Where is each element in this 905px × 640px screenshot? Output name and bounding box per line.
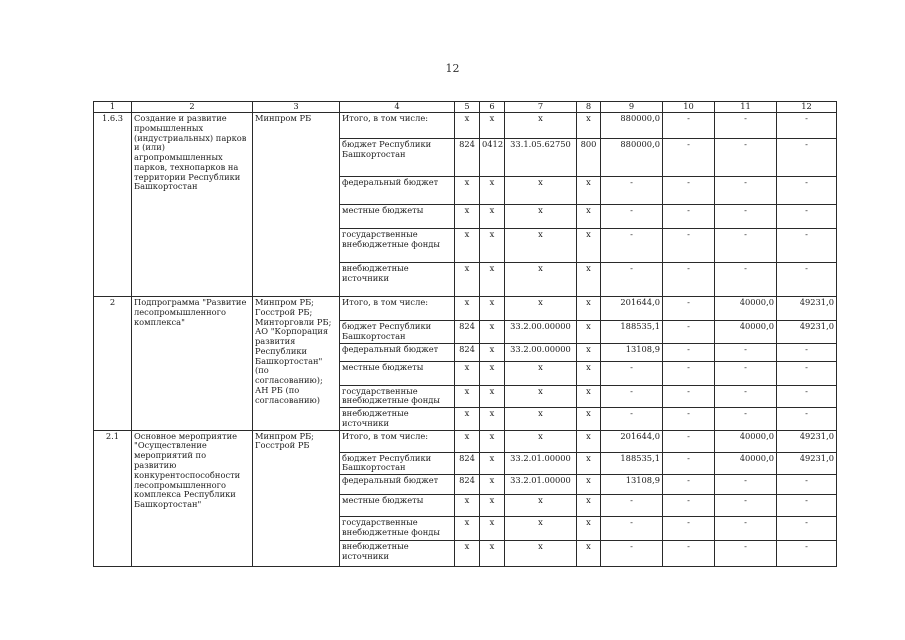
- code-expense-type-cell: x: [577, 113, 601, 139]
- column-number-header: 9: [601, 102, 663, 113]
- financing-source-cell: местные бюджеты: [340, 205, 455, 229]
- amount-2020-cell: -: [663, 229, 715, 263]
- amount-2021-cell: -: [715, 385, 777, 408]
- column-number-header: 5: [455, 102, 480, 113]
- code-expense-type-cell: x: [577, 361, 601, 385]
- column-number-header: 6: [480, 102, 505, 113]
- code-section-cell: x: [480, 430, 505, 452]
- financing-source-cell: государственные внебюджетные фонды: [340, 385, 455, 408]
- column-number-header: 11: [715, 102, 777, 113]
- amount-2020-cell: -: [663, 430, 715, 452]
- column-number-header: 8: [577, 102, 601, 113]
- amount-2019-cell: 13108,9: [601, 343, 663, 361]
- amount-2020-cell: -: [663, 321, 715, 344]
- code-section-cell: x: [480, 408, 505, 431]
- code-expense-type-cell: x: [577, 495, 601, 517]
- code-target-article-cell: x: [505, 113, 577, 139]
- code-expense-type-cell: x: [577, 297, 601, 321]
- amount-2019-cell: 13108,9: [601, 475, 663, 495]
- code-expense-type-cell: x: [577, 475, 601, 495]
- code-section-cell: x: [480, 229, 505, 263]
- code-target-article-cell: x: [505, 408, 577, 431]
- amount-2021-cell: -: [715, 139, 777, 177]
- code-section-cell: x: [480, 343, 505, 361]
- code-expense-type-cell: x: [577, 177, 601, 205]
- amount-2020-cell: -: [663, 113, 715, 139]
- code-section-cell: x: [480, 361, 505, 385]
- amount-2021-cell: -: [715, 541, 777, 567]
- code-section-cell: x: [480, 541, 505, 567]
- amount-2021-cell: 40000,0: [715, 452, 777, 475]
- column-number-header: 3: [253, 102, 340, 113]
- code-target-article-cell: x: [505, 517, 577, 541]
- code-grbs-cell: x: [455, 177, 480, 205]
- amount-2022-cell: -: [777, 385, 837, 408]
- amount-2021-cell: -: [715, 408, 777, 431]
- amount-2020-cell: -: [663, 385, 715, 408]
- code-grbs-cell: x: [455, 263, 480, 297]
- code-section-cell: x: [480, 321, 505, 344]
- code-section-cell: x: [480, 385, 505, 408]
- amount-2019-cell: 201644,0: [601, 430, 663, 452]
- amount-2020-cell: -: [663, 139, 715, 177]
- amount-2022-cell: -: [777, 517, 837, 541]
- amount-2022-cell: -: [777, 113, 837, 139]
- code-section-cell: x: [480, 177, 505, 205]
- code-target-article-cell: x: [505, 229, 577, 263]
- financing-source-cell: Итого, в том числе:: [340, 430, 455, 452]
- code-target-article-cell: x: [505, 205, 577, 229]
- code-grbs-cell: x: [455, 205, 480, 229]
- amount-2021-cell: -: [715, 113, 777, 139]
- financing-source-cell: внебюджетные источники: [340, 408, 455, 431]
- amount-2020-cell: -: [663, 263, 715, 297]
- row-code: 1.6.3: [94, 113, 132, 297]
- financing-source-cell: государственные внебюджетные фонды: [340, 229, 455, 263]
- code-expense-type-cell: x: [577, 385, 601, 408]
- amount-2022-cell: -: [777, 541, 837, 567]
- amount-2019-cell: -: [601, 385, 663, 408]
- amount-2021-cell: -: [715, 177, 777, 205]
- code-section-cell: x: [480, 297, 505, 321]
- code-section-cell: x: [480, 452, 505, 475]
- amount-2022-cell: -: [777, 343, 837, 361]
- amount-2019-cell: -: [601, 229, 663, 263]
- amount-2019-cell: 880000,0: [601, 113, 663, 139]
- code-target-article-cell: x: [505, 297, 577, 321]
- code-grbs-cell: 824: [455, 139, 480, 177]
- code-grbs-cell: x: [455, 541, 480, 567]
- financing-source-cell: Итого, в том числе:: [340, 297, 455, 321]
- amount-2021-cell: -: [715, 517, 777, 541]
- executor: Минпром РБ; Госстрой РБ; Минторговли РБ; АО "Корпорация развития Республики Башкортостан" (по согласованию); АН РБ (по согласованию): [253, 297, 340, 431]
- code-section-cell: x: [480, 113, 505, 139]
- amount-2021-cell: -: [715, 229, 777, 263]
- amount-2022-cell: 49231,0: [777, 297, 837, 321]
- amount-2021-cell: 40000,0: [715, 321, 777, 344]
- code-expense-type-cell: x: [577, 205, 601, 229]
- amount-2020-cell: -: [663, 495, 715, 517]
- amount-2022-cell: -: [777, 229, 837, 263]
- amount-2020-cell: -: [663, 297, 715, 321]
- amount-2021-cell: 40000,0: [715, 297, 777, 321]
- amount-2020-cell: -: [663, 475, 715, 495]
- financing-source-cell: федеральный бюджет: [340, 343, 455, 361]
- code-section-cell: x: [480, 263, 505, 297]
- activity-name: Основное мероприятие "Осуществление мероприятий по развитию конкурентоспособности лесопромышленного комплекса Республики Башкортостан": [132, 430, 253, 567]
- column-number-header: 12: [777, 102, 837, 113]
- code-grbs-cell: x: [455, 297, 480, 321]
- amount-2022-cell: -: [777, 408, 837, 431]
- financing-source-cell: государственные внебюджетные фонды: [340, 517, 455, 541]
- code-target-article-cell: x: [505, 430, 577, 452]
- amount-2022-cell: -: [777, 495, 837, 517]
- financing-source-cell: Итого, в том числе:: [340, 113, 455, 139]
- column-number-header: 2: [132, 102, 253, 113]
- amount-2019-cell: 201644,0: [601, 297, 663, 321]
- code-expense-type-cell: x: [577, 452, 601, 475]
- code-grbs-cell: x: [455, 517, 480, 541]
- amount-2019-cell: -: [601, 408, 663, 431]
- code-expense-type-cell: 800: [577, 139, 601, 177]
- code-grbs-cell: x: [455, 430, 480, 452]
- amount-2019-cell: -: [601, 495, 663, 517]
- code-grbs-cell: x: [455, 385, 480, 408]
- code-expense-type-cell: x: [577, 321, 601, 344]
- page-number: 12: [445, 62, 460, 75]
- amount-2019-cell: -: [601, 541, 663, 567]
- financing-source-cell: местные бюджеты: [340, 495, 455, 517]
- financing-source-cell: федеральный бюджет: [340, 475, 455, 495]
- amount-2020-cell: -: [663, 541, 715, 567]
- amount-2020-cell: -: [663, 452, 715, 475]
- table-row: [94, 430, 837, 452]
- table-row: [94, 113, 837, 139]
- financing-source-cell: внебюджетные источники: [340, 263, 455, 297]
- amount-2019-cell: -: [601, 205, 663, 229]
- amount-2021-cell: -: [715, 475, 777, 495]
- code-grbs-cell: x: [455, 361, 480, 385]
- column-number-header: 1: [94, 102, 132, 113]
- code-section-cell: x: [480, 495, 505, 517]
- code-target-article-cell: 33.1.05.62750: [505, 139, 577, 177]
- code-target-article-cell: x: [505, 177, 577, 205]
- code-target-article-cell: 33.2.01.00000: [505, 475, 577, 495]
- executor: Минпром РБ; Госстрой РБ: [253, 430, 340, 567]
- code-target-article-cell: x: [505, 541, 577, 567]
- amount-2020-cell: -: [663, 361, 715, 385]
- amount-2022-cell: 49231,0: [777, 321, 837, 344]
- code-section-cell: x: [480, 517, 505, 541]
- amount-2021-cell: -: [715, 205, 777, 229]
- amount-2020-cell: -: [663, 343, 715, 361]
- amount-2022-cell: -: [777, 205, 837, 229]
- activity-name: Создание и развитие промышленных (индустриальных) парков и (или) агропромышленных парков, технопарков на территории Республики Башкортостан: [132, 113, 253, 297]
- amount-2021-cell: -: [715, 263, 777, 297]
- code-section-cell: x: [480, 205, 505, 229]
- code-grbs-cell: x: [455, 408, 480, 431]
- code-target-article-cell: x: [505, 495, 577, 517]
- amount-2021-cell: -: [715, 361, 777, 385]
- amount-2021-cell: 40000,0: [715, 430, 777, 452]
- financing-source-cell: бюджет Республики Башкортостан: [340, 321, 455, 344]
- amount-2022-cell: 49231,0: [777, 452, 837, 475]
- executor: Минпром РБ: [253, 113, 340, 297]
- amount-2019-cell: -: [601, 177, 663, 205]
- code-target-article-cell: 33.2.01.00000: [505, 452, 577, 475]
- amount-2019-cell: 188535,1: [601, 452, 663, 475]
- financing-source-cell: бюджет Республики Башкортостан: [340, 452, 455, 475]
- code-expense-type-cell: x: [577, 430, 601, 452]
- row-code: 2: [94, 297, 132, 431]
- code-grbs-cell: 824: [455, 321, 480, 344]
- amount-2019-cell: 188535,1: [601, 321, 663, 344]
- code-target-article-cell: x: [505, 385, 577, 408]
- code-expense-type-cell: x: [577, 517, 601, 541]
- amount-2022-cell: 49231,0: [777, 430, 837, 452]
- code-expense-type-cell: x: [577, 229, 601, 263]
- table-row: [94, 297, 837, 321]
- activity-name: Подпрограмма "Развитие лесопромышленного комплекса": [132, 297, 253, 431]
- amount-2020-cell: -: [663, 177, 715, 205]
- amount-2022-cell: -: [777, 475, 837, 495]
- financing-source-cell: федеральный бюджет: [340, 177, 455, 205]
- code-grbs-cell: 824: [455, 452, 480, 475]
- amount-2022-cell: -: [777, 361, 837, 385]
- code-target-article-cell: 33.2.00.00000: [505, 321, 577, 344]
- code-target-article-cell: x: [505, 361, 577, 385]
- code-grbs-cell: 824: [455, 475, 480, 495]
- column-number-row: [94, 102, 837, 113]
- amount-2020-cell: -: [663, 408, 715, 431]
- amount-2019-cell: -: [601, 361, 663, 385]
- code-target-article-cell: x: [505, 263, 577, 297]
- code-expense-type-cell: x: [577, 541, 601, 567]
- amount-2019-cell: 880000,0: [601, 139, 663, 177]
- code-target-article-cell: 33.2.00.00000: [505, 343, 577, 361]
- amount-2022-cell: -: [777, 177, 837, 205]
- table-body: [94, 113, 837, 567]
- code-section-cell: x: [480, 475, 505, 495]
- code-grbs-cell: x: [455, 495, 480, 517]
- amount-2019-cell: -: [601, 263, 663, 297]
- column-number-header: 10: [663, 102, 715, 113]
- amount-2021-cell: -: [715, 343, 777, 361]
- amount-2021-cell: -: [715, 495, 777, 517]
- amount-2022-cell: -: [777, 263, 837, 297]
- amount-2019-cell: -: [601, 517, 663, 541]
- code-grbs-cell: x: [455, 229, 480, 263]
- budget-table: [93, 101, 837, 567]
- code-grbs-cell: 824: [455, 343, 480, 361]
- financing-source-cell: внебюджетные источники: [340, 541, 455, 567]
- column-number-header: 7: [505, 102, 577, 113]
- code-expense-type-cell: x: [577, 263, 601, 297]
- amount-2020-cell: -: [663, 205, 715, 229]
- row-code: 2.1: [94, 430, 132, 567]
- code-section-cell: 0412: [480, 139, 505, 177]
- column-number-header: 4: [340, 102, 455, 113]
- amount-2020-cell: -: [663, 517, 715, 541]
- code-expense-type-cell: x: [577, 408, 601, 431]
- amount-2022-cell: -: [777, 139, 837, 177]
- financing-source-cell: местные бюджеты: [340, 361, 455, 385]
- code-grbs-cell: x: [455, 113, 480, 139]
- code-expense-type-cell: x: [577, 343, 601, 361]
- financing-source-cell: бюджет Республики Башкортостан: [340, 139, 455, 177]
